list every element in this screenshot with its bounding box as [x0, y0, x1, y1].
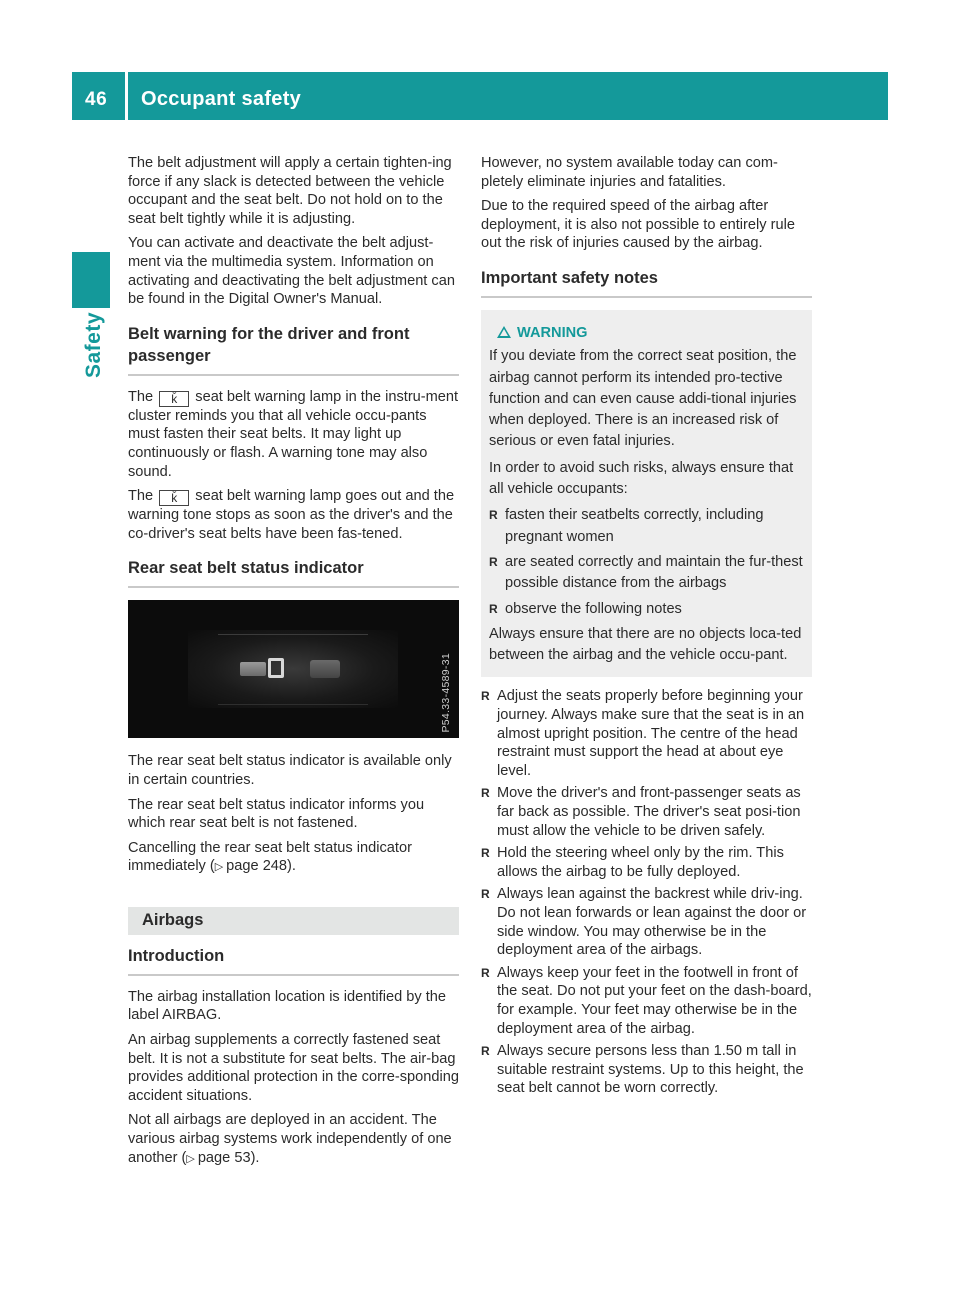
warning-triangle-icon: [497, 326, 511, 338]
paragraph: In order to avoid such risks, always ensure that all vehicle occupants:: [489, 459, 794, 498]
section-band-airbags: [128, 907, 459, 935]
heading-rear-seat-belt: Rear seat belt status indicator: [128, 557, 459, 588]
belt-tongue-icon: [240, 662, 266, 676]
warning-header: [489, 323, 804, 344]
sidebar-label: Safety: [82, 311, 105, 378]
sidebar-marker: [72, 252, 110, 308]
heading-introduction: Introduction: [128, 945, 459, 976]
text: Not all airbags are deployed in an accident. The various airbag systems work independently of one another (: [128, 1112, 452, 1166]
figure-code: P54.33-4589-31: [440, 652, 453, 733]
section-header: [128, 72, 888, 120]
text: The: [128, 388, 154, 405]
paragraph: The belt adjustment will apply a certain tighten-ing force if any slack is detected between the vehicle occupant and the seat belt. Do not hold on to the seat belt tightly while it is adjusting.: [128, 155, 452, 227]
page-number-block: [72, 72, 125, 120]
warning-title: WARNING: [517, 324, 588, 341]
section-title: Occupant safety: [141, 88, 302, 110]
list-item: R Adjust the seats properly before beginning your journey. Always make sure that the seat is in an almost upright position. The centre of the head restraint must support the head at about eye level.: [481, 687, 812, 780]
paragraph: Always ensure that there are no objects loca-ted between the airbag and the vehicle occu-pant.: [489, 625, 802, 664]
list-item: R observe the following notes: [489, 599, 804, 620]
text: The: [128, 488, 154, 505]
paragraph: [128, 487, 459, 543]
safety-bullet-list: [481, 687, 812, 1097]
display-glow: [188, 630, 398, 708]
paragraph: If you deviate from the correct seat position, the airbag cannot perform its intended pro-tective function and can even cause addi-tional injuries when deployed. There is an increased risk of serious or even fatal injuries.: [489, 348, 797, 450]
list-item: R fasten their seatbelts correctly, including pregnant women: [489, 505, 804, 548]
display-line: [218, 634, 368, 635]
belt-buckle-icon: [268, 658, 284, 678]
paragraph: [128, 839, 459, 877]
list-item: R are seated correctly and maintain the fur-thest possible distance from the airbags: [489, 552, 804, 595]
page-ref-link[interactable]: page 53).: [197, 1149, 260, 1166]
page-ref-icon: ▷: [214, 861, 224, 874]
left-column: [128, 154, 459, 1174]
right-column: [481, 154, 812, 1102]
paragraph: You can activate and deactivate the belt adjust-ment via the multimedia system. Information on activating and deactivating the belt adjustment can be found in the Digital Owner's Manual.: [128, 235, 455, 308]
list-item: R Always lean against the backrest while driv-ing. Do not lean forwards or lean against the door or side window. You may otherwise be in the deployment area of the airbags.: [481, 885, 812, 959]
list-item: R Always secure persons less than 1.50 m tall in suitable restraint systems. Up to this height, the seat belt cannot be worn correctly.: [481, 1042, 812, 1098]
paragraph: The airbag installation location is identified by the label AIRBAG.: [128, 988, 447, 1024]
page-number: 46: [85, 89, 108, 110]
text: Cancelling the rear seat belt status indicator immediately (: [128, 839, 412, 875]
paragraph: [128, 388, 459, 481]
heading-belt-warning: Belt warning for the driver and front passenger: [128, 323, 459, 376]
paragraph: The rear seat belt status indicator is available only in certain countries.: [128, 753, 452, 788]
heading-important-safety-notes: Important safety notes: [481, 267, 812, 298]
list-item: R Always keep your feet in the footwell in front of the seat. Do not put your feet on the dash-board, for example. Your feet may otherwise be in the deployment area of the airbag.: [481, 964, 812, 1038]
paragraph: However, no system available today can com-pletely eliminate injuries and fatalities.: [481, 155, 778, 190]
paragraph: [128, 1111, 459, 1168]
display-line: [218, 704, 368, 705]
page-ref-link[interactable]: page 248).: [226, 858, 296, 875]
paragraph: Due to the required speed of the airbag after deployment, it is also not possible to entirely rule out the risk of injuries caused by the airbag.: [481, 198, 795, 252]
warning-box: [481, 310, 812, 677]
page-ref-icon: ▷: [186, 1152, 195, 1165]
text: seat belt warning lamp goes out and the warning tone stops as soon as the driver's and the co-driver's seat belts have been fas-tened.: [128, 488, 455, 542]
band-title: Airbags: [142, 910, 204, 929]
paragraph: The rear seat belt status indicator informs you which rear seat belt is not fastened.: [128, 796, 425, 832]
seat-belt-warning-icon: ǩ: [159, 391, 189, 407]
list-item: R Move the driver's and front-passenger seats as far back as possible. The driver's seat posi-tion must allow the vehicle to be driven safely.: [481, 784, 812, 840]
list-item: R Hold the steering wheel only by the rim. This allows the airbag to be fully deployed.: [481, 844, 812, 881]
warning-bullet-list: [489, 505, 804, 619]
seat-belt-warning-icon: ǩ: [159, 490, 189, 506]
rear-seat-belt-indicator-image: [128, 600, 459, 738]
text: seat belt warning lamp in the instru-ment cluster reminds you that all vehicle occu-pants must fasten their seat belts. It may light up continuously or flash. A warning tone may also sound.: [128, 388, 459, 480]
belt-strap-icon: [310, 660, 340, 678]
paragraph: An airbag supplements a correctly fastened seat belt. It is not a substitute for seat belts. The air-bag provides additional protection in the corre-sponding accident situations.: [128, 1032, 459, 1104]
